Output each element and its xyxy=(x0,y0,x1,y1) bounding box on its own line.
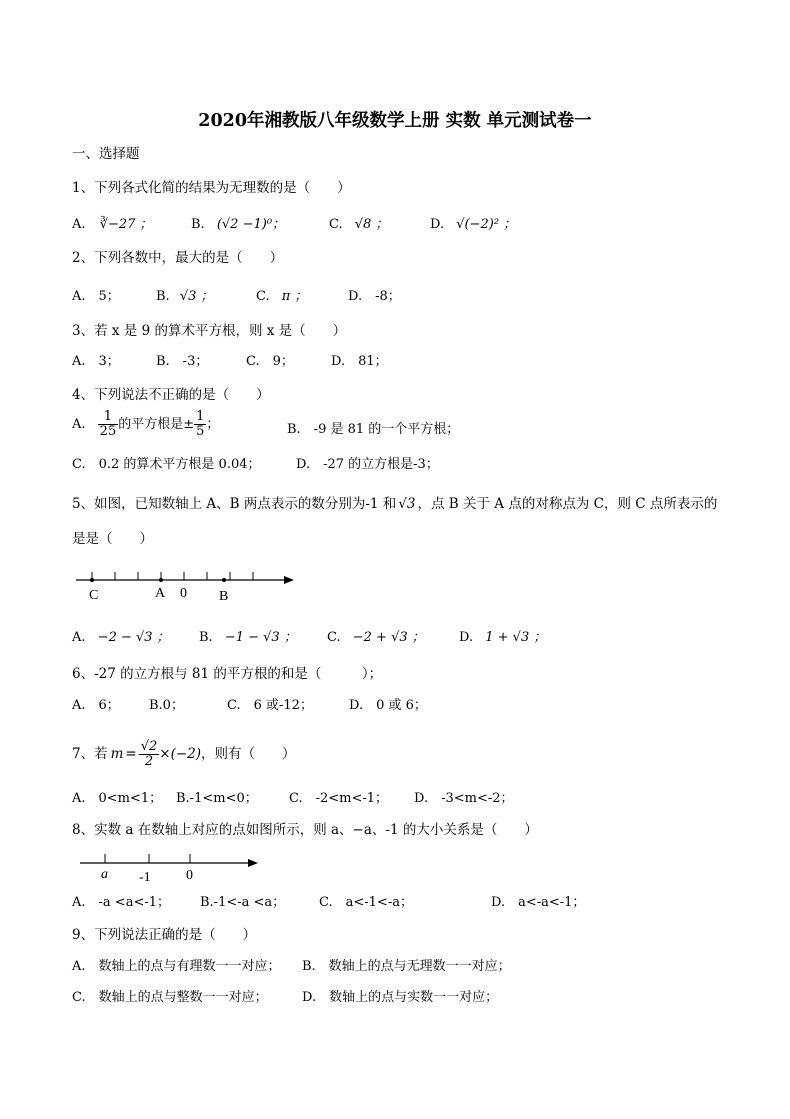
q7-option-d[interactable]: D. -3<m<-2； xyxy=(414,791,514,806)
q1-option-b-letter: B. xyxy=(191,217,205,232)
q5-option-c-letter: C. xyxy=(327,630,341,645)
q5-option-a-expr: −2 − √3 ； xyxy=(97,630,170,645)
q9-stem: 9、下列说法正确的是（ ） xyxy=(72,927,257,943)
q2-option-c[interactable] xyxy=(256,288,307,306)
q5-stem-text: 5、如图，已知数轴上 A、B 两点表示的数分别为-1 和 xyxy=(72,496,397,512)
q4-option-c[interactable]: C. 0.2 的算术平方根是 0.04； xyxy=(72,457,261,472)
q8-option-d[interactable]: D. a<-a<-1； xyxy=(491,895,586,910)
q7-stem-pre: 7、若 xyxy=(72,746,108,762)
q1-option-a-expr: ∛−27 ； xyxy=(99,217,153,232)
q4-option-a-text: 的平方根是± xyxy=(118,417,195,432)
q5-option-d[interactable] xyxy=(459,629,546,647)
q4-frac2-denominator: 5 xyxy=(196,424,205,439)
q8-stem: 8、实数 a 在数轴上对应的点如图所示，则 a、−a、-1 的大小关系是（ ） xyxy=(72,822,538,838)
q5-option-b-letter: B. xyxy=(199,630,213,645)
q6-option-d[interactable]: D. 0 或 6； xyxy=(349,698,427,713)
q9-option-b[interactable]: B. 数轴上的点与无理数一一对应； xyxy=(302,959,511,974)
q7-option-a[interactable]: A. 0<m<1； xyxy=(72,791,163,806)
q5-option-d-letter: D. xyxy=(459,630,474,645)
q5-option-c-expr: −2 + √3 ； xyxy=(352,630,425,645)
q5-label-c: C xyxy=(89,588,99,603)
q4-option-a-fraction xyxy=(98,410,119,439)
q5-axis-arrow xyxy=(284,576,294,584)
q5-point-b xyxy=(222,578,226,582)
q5-option-d-expr: 1 + √3 ； xyxy=(485,630,547,645)
q5-option-b[interactable] xyxy=(199,629,297,647)
q5-label-b: B xyxy=(219,589,229,604)
q8-label-0: 0 xyxy=(186,868,193,883)
q5-label-a: A xyxy=(155,586,166,601)
q4-option-a-end: ； xyxy=(206,417,220,432)
q7-frac-numerator: √2 xyxy=(140,739,158,754)
q9-option-a[interactable]: A. 数轴上的点与有理数一一对应； xyxy=(72,959,281,974)
q3-option-c[interactable]: C. 9； xyxy=(246,354,294,369)
q1-option-d-letter: D. xyxy=(430,217,445,232)
q2-option-b-letter: B. xyxy=(156,289,170,304)
q2-option-b[interactable] xyxy=(156,288,214,306)
q5-point-a xyxy=(159,578,163,582)
q4-stem: 4、下列说法不正确的是（ ） xyxy=(72,387,270,403)
q6-option-a[interactable]: A. 6； xyxy=(72,698,120,713)
q4-frac-numerator: 1 xyxy=(98,410,119,425)
q5-stem-sqrt3: √3 xyxy=(398,496,416,512)
q4-frac2-numerator: 1 xyxy=(196,409,205,424)
q7-equals: = xyxy=(125,746,137,762)
q1-option-c-letter: C. xyxy=(329,217,343,232)
q3-option-b[interactable]: B. -3； xyxy=(156,354,209,369)
q1-option-a[interactable] xyxy=(72,216,153,234)
q2-option-a[interactable]: A. 5； xyxy=(72,289,120,304)
q7-times: ×(−2) xyxy=(159,746,202,762)
q5-stem-line2: 是是（ ） xyxy=(72,531,153,547)
q1-option-d-expr: √(−2)² ； xyxy=(456,217,517,232)
q4-frac-denominator: 25 xyxy=(99,424,117,439)
q5-option-a[interactable] xyxy=(72,629,170,647)
q5-stem-text2: ，点 B 关于 A 点的对称点为 C，则 C 点所表示的 xyxy=(417,496,718,512)
q4-option-a[interactable] xyxy=(72,410,219,439)
q1-option-c[interactable] xyxy=(329,216,388,234)
q5-option-c[interactable] xyxy=(327,629,425,647)
q5-option-b-expr: −1 − √3 ； xyxy=(224,630,297,645)
q5-option-a-letter: A. xyxy=(72,630,86,645)
q3-option-d[interactable]: D. 81； xyxy=(331,354,388,369)
page-title: 2020年湘教版八年级数学上册 实数 单元测试卷一 xyxy=(198,111,592,131)
q8-option-b[interactable]: B.-1<-a <a； xyxy=(200,895,286,910)
q7-option-c[interactable]: C. -2<m<-1； xyxy=(289,791,389,806)
q3-stem: 3、若 x 是 9 的算术平方根，则 x 是（ ） xyxy=(72,323,347,339)
q2-option-c-letter: C. xyxy=(256,289,270,304)
q4-option-a-letter: A. xyxy=(72,417,86,432)
q4-option-a-fraction2 xyxy=(194,410,206,439)
q8-axis-ticks xyxy=(105,854,190,863)
q5-axis-ticks xyxy=(92,572,253,580)
q5-stem-line1 xyxy=(72,495,717,513)
q1-option-b-expr: (√2 −1)⁰； xyxy=(216,217,286,232)
q5-label-0: 0 xyxy=(180,586,187,601)
q7-fraction xyxy=(139,740,160,769)
q2-option-d[interactable]: D. -8； xyxy=(348,289,401,304)
q1-option-d[interactable] xyxy=(430,216,516,234)
q8-number-line xyxy=(72,850,272,886)
section-heading: 一、选择题 xyxy=(72,146,140,162)
q2-option-b-expr: √3 ； xyxy=(179,289,214,304)
q6-option-b[interactable]: B.0； xyxy=(149,698,184,713)
q8-option-a[interactable]: A. -a <a<-1； xyxy=(72,895,170,910)
q2-option-c-expr: π ； xyxy=(281,289,308,304)
q3-option-a[interactable]: A. 3； xyxy=(72,354,120,369)
q6-option-c[interactable]: C. 6 或-12； xyxy=(227,698,313,713)
q7-stem xyxy=(72,736,296,772)
q1-option-c-expr: √8 ； xyxy=(354,217,389,232)
q7-var-m: m xyxy=(110,746,124,762)
q9-option-d[interactable]: D. 数轴上的点与实数一一对应； xyxy=(302,990,499,1005)
q5-point-c xyxy=(90,578,94,582)
q7-option-b[interactable]: B.-1<m<0； xyxy=(176,791,258,806)
q4-option-b[interactable]: B. -9 是 81 的一个平方根； xyxy=(287,422,460,437)
q1-option-a-letter: A. xyxy=(72,217,86,232)
q1-option-b[interactable] xyxy=(191,216,285,234)
q8-axis-arrow xyxy=(248,859,258,867)
q8-option-c[interactable]: C. a<-1<-a； xyxy=(319,895,413,910)
q2-stem: 2、下列各数中，最大的是（ ） xyxy=(72,250,284,266)
q1-stem: 1、下列各式化简的结果为无理数的是（ ） xyxy=(72,180,351,196)
q8-label-neg1: -1 xyxy=(139,870,151,885)
q9-option-c[interactable]: C. 数轴上的点与整数一一对应； xyxy=(72,990,268,1005)
q6-stem: 6、-27 的立方根与 81 的平方根的和是（ ）； xyxy=(72,666,383,682)
q5-number-line xyxy=(72,566,302,606)
q4-option-d[interactable]: D. -27 的立方根是-3； xyxy=(296,457,439,472)
q8-label-a: a xyxy=(101,867,108,882)
q7-frac-denominator: 2 xyxy=(144,754,154,769)
q7-stem-end: ，则有（ ） xyxy=(201,746,296,762)
